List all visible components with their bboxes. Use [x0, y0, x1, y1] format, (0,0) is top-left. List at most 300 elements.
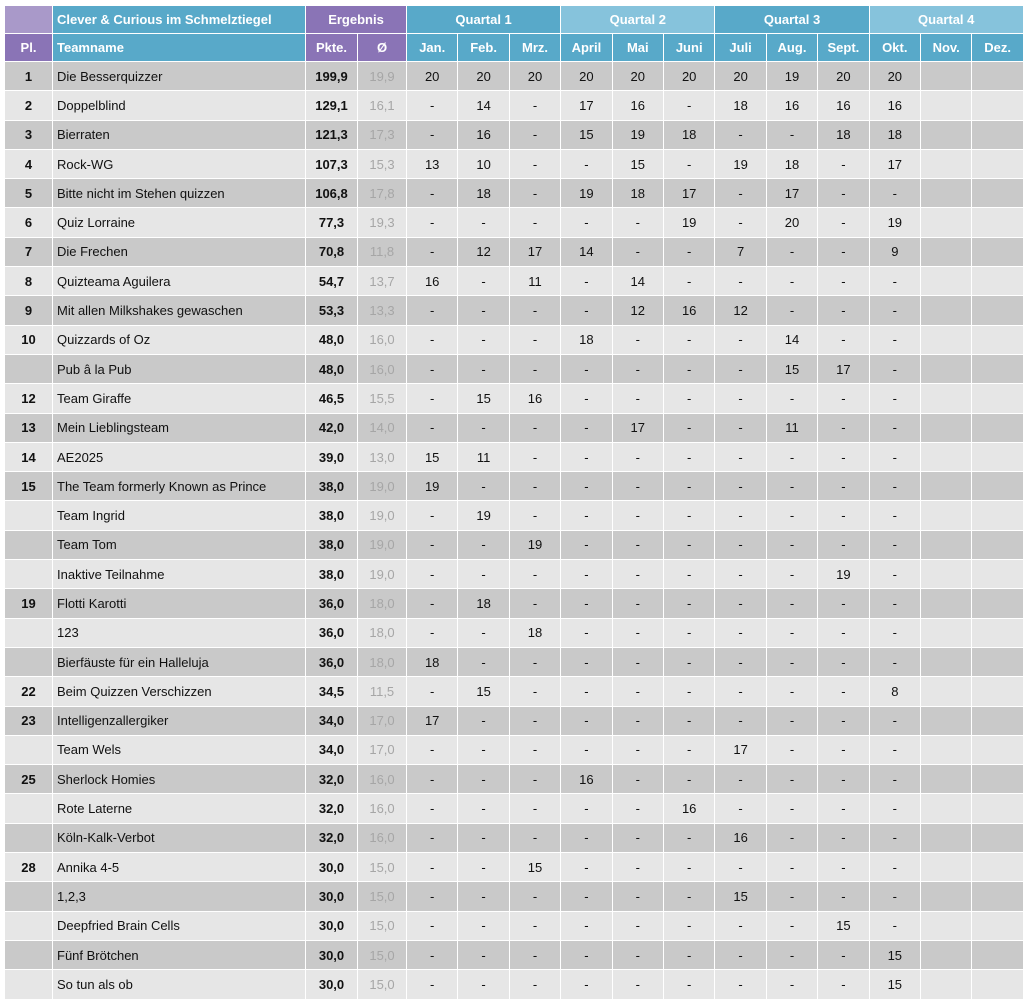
- cell-month-score: -: [561, 970, 612, 999]
- cell-month-score: -: [715, 384, 766, 413]
- cell-month-score: -: [715, 560, 766, 589]
- cell-month-score: [972, 823, 1023, 852]
- cell-month-score: -: [766, 120, 817, 149]
- cell-average: 19,3: [358, 208, 407, 237]
- cell-month-score: [921, 208, 972, 237]
- cell-month-score: 18: [458, 179, 509, 208]
- cell-month-score: -: [458, 208, 509, 237]
- cell-month-score: -: [407, 677, 458, 706]
- cell-average: 18,0: [358, 647, 407, 676]
- cell-month-score: -: [561, 267, 612, 296]
- cell-month-score: -: [715, 354, 766, 383]
- cell-month-score: 18: [818, 120, 869, 149]
- cell-points: 32,0: [306, 794, 358, 823]
- cell-month-score: [972, 62, 1023, 91]
- cell-month-score: -: [766, 472, 817, 501]
- cell-teamname: Sherlock Homies: [53, 765, 306, 794]
- cell-month-score: [921, 911, 972, 940]
- cell-place: 13: [5, 413, 53, 442]
- cell-average: 15,0: [358, 882, 407, 911]
- cell-place: [5, 882, 53, 911]
- cell-month-score: -: [766, 794, 817, 823]
- cell-month-score: -: [869, 589, 920, 618]
- cell-month-score: -: [561, 706, 612, 735]
- cell-month-score: -: [561, 208, 612, 237]
- cell-month-score: 10: [458, 149, 509, 178]
- header-month-nov: Nov.: [921, 34, 972, 62]
- table-row: [5, 91, 1024, 120]
- cell-month-score: -: [663, 442, 714, 471]
- cell-points: 32,0: [306, 765, 358, 794]
- cell-month-score: -: [561, 413, 612, 442]
- cell-teamname: Team Ingrid: [53, 501, 306, 530]
- cell-month-score: -: [818, 735, 869, 764]
- header-row-groups: [5, 6, 1024, 34]
- cell-average: 16,0: [358, 794, 407, 823]
- cell-month-score: -: [509, 940, 560, 969]
- cell-month-score: -: [561, 677, 612, 706]
- cell-month-score: -: [407, 911, 458, 940]
- cell-teamname: AE2025: [53, 442, 306, 471]
- cell-month-score: 15: [458, 384, 509, 413]
- cell-points: 32,0: [306, 823, 358, 852]
- cell-month-score: -: [612, 911, 663, 940]
- cell-month-score: -: [663, 882, 714, 911]
- cell-month-score: -: [869, 413, 920, 442]
- cell-month-score: -: [818, 794, 869, 823]
- table-row: [5, 794, 1024, 823]
- cell-month-score: 17: [663, 179, 714, 208]
- table-row: [5, 208, 1024, 237]
- cell-place: [5, 823, 53, 852]
- cell-teamname: Annika 4-5: [53, 853, 306, 882]
- cell-month-score: -: [715, 911, 766, 940]
- cell-month-score: [972, 91, 1023, 120]
- cell-month-score: -: [561, 794, 612, 823]
- cell-month-score: 19: [869, 208, 920, 237]
- cell-month-score: -: [407, 179, 458, 208]
- cell-month-score: 13: [407, 149, 458, 178]
- cell-month-score: -: [407, 120, 458, 149]
- cell-month-score: -: [561, 442, 612, 471]
- cell-average: 15,0: [358, 970, 407, 999]
- cell-month-score: -: [715, 677, 766, 706]
- cell-points: 30,0: [306, 970, 358, 999]
- cell-month-score: 19: [663, 208, 714, 237]
- cell-month-score: -: [458, 706, 509, 735]
- cell-teamname: Die Besserquizzer: [53, 62, 306, 91]
- cell-month-score: 15: [869, 970, 920, 999]
- cell-month-score: 16: [715, 823, 766, 852]
- cell-month-score: -: [612, 735, 663, 764]
- cell-month-score: -: [715, 179, 766, 208]
- cell-average: 16,0: [358, 325, 407, 354]
- cell-teamname: Fünf Brötchen: [53, 940, 306, 969]
- cell-month-score: -: [561, 560, 612, 589]
- cell-month-score: -: [663, 677, 714, 706]
- cell-teamname: Doppelblind: [53, 91, 306, 120]
- cell-month-score: 11: [458, 442, 509, 471]
- standings-sheet: [4, 5, 1024, 1000]
- cell-month-score: 15: [766, 354, 817, 383]
- table-row: [5, 911, 1024, 940]
- cell-month-score: [921, 62, 972, 91]
- table-row: [5, 677, 1024, 706]
- cell-month-score: [972, 501, 1023, 530]
- cell-month-score: -: [766, 882, 817, 911]
- cell-month-score: 17: [818, 354, 869, 383]
- cell-points: 129,1: [306, 91, 358, 120]
- cell-month-score: -: [561, 823, 612, 852]
- cell-month-score: -: [407, 384, 458, 413]
- cell-month-score: -: [869, 882, 920, 911]
- cell-month-score: -: [869, 560, 920, 589]
- cell-month-score: -: [561, 853, 612, 882]
- cell-month-score: -: [818, 325, 869, 354]
- cell-teamname: Flotti Karotti: [53, 589, 306, 618]
- cell-month-score: -: [458, 472, 509, 501]
- cell-month-score: -: [766, 384, 817, 413]
- cell-month-score: -: [663, 325, 714, 354]
- cell-average: 16,0: [358, 354, 407, 383]
- cell-month-score: -: [818, 853, 869, 882]
- cell-month-score: 12: [458, 237, 509, 266]
- cell-month-score: -: [818, 472, 869, 501]
- cell-points: 30,0: [306, 940, 358, 969]
- cell-month-score: 14: [561, 237, 612, 266]
- cell-month-score: -: [458, 794, 509, 823]
- header-month-sept: Sept.: [818, 34, 869, 62]
- header-month-mai: Mai: [612, 34, 663, 62]
- cell-month-score: -: [509, 677, 560, 706]
- cell-month-score: -: [612, 501, 663, 530]
- cell-month-score: -: [663, 765, 714, 794]
- cell-month-score: 20: [818, 62, 869, 91]
- cell-month-score: -: [509, 472, 560, 501]
- cell-month-score: -: [509, 354, 560, 383]
- cell-month-score: -: [663, 560, 714, 589]
- cell-month-score: -: [715, 501, 766, 530]
- cell-month-score: 18: [458, 589, 509, 618]
- cell-month-score: -: [407, 940, 458, 969]
- cell-month-score: -: [458, 735, 509, 764]
- table-row: [5, 237, 1024, 266]
- cell-month-score: -: [509, 442, 560, 471]
- cell-average: 19,0: [358, 501, 407, 530]
- cell-points: 38,0: [306, 560, 358, 589]
- cell-month-score: -: [663, 647, 714, 676]
- cell-month-score: -: [612, 706, 663, 735]
- cell-teamname: Inaktive Teilnahme: [53, 560, 306, 589]
- cell-month-score: 16: [663, 794, 714, 823]
- cell-average: 13,3: [358, 296, 407, 325]
- header-month-juni: Juni: [663, 34, 714, 62]
- cell-month-score: -: [509, 413, 560, 442]
- cell-month-score: 17: [612, 413, 663, 442]
- header-row-columns: [5, 34, 1024, 62]
- table-row: [5, 296, 1024, 325]
- header-place: Pl.: [5, 34, 53, 62]
- cell-month-score: -: [458, 882, 509, 911]
- cell-month-score: -: [663, 735, 714, 764]
- cell-month-score: [921, 794, 972, 823]
- cell-teamname: Quiz Lorraine: [53, 208, 306, 237]
- table-row: [5, 179, 1024, 208]
- cell-place: 9: [5, 296, 53, 325]
- cell-month-score: -: [458, 354, 509, 383]
- cell-points: 53,3: [306, 296, 358, 325]
- cell-teamname: Quizteama Aguilera: [53, 267, 306, 296]
- cell-month-score: -: [818, 706, 869, 735]
- cell-month-score: [921, 589, 972, 618]
- cell-month-score: -: [407, 970, 458, 999]
- cell-month-score: -: [766, 501, 817, 530]
- cell-month-score: [972, 647, 1023, 676]
- cell-month-score: -: [869, 706, 920, 735]
- cell-points: 36,0: [306, 589, 358, 618]
- cell-month-score: -: [612, 823, 663, 852]
- cell-average: 13,7: [358, 267, 407, 296]
- cell-month-score: 18: [766, 149, 817, 178]
- cell-month-score: -: [818, 208, 869, 237]
- cell-average: 13,0: [358, 442, 407, 471]
- cell-month-score: -: [458, 530, 509, 559]
- cell-month-score: -: [612, 970, 663, 999]
- cell-month-score: -: [612, 677, 663, 706]
- cell-month-score: [972, 120, 1023, 149]
- cell-place: 7: [5, 237, 53, 266]
- table-row: [5, 706, 1024, 735]
- cell-month-score: -: [818, 882, 869, 911]
- cell-points: 46,5: [306, 384, 358, 413]
- cell-month-score: -: [715, 647, 766, 676]
- cell-place: [5, 940, 53, 969]
- cell-month-score: -: [715, 589, 766, 618]
- table-row: [5, 618, 1024, 647]
- cell-month-score: -: [509, 882, 560, 911]
- cell-place: 4: [5, 149, 53, 178]
- cell-month-score: -: [818, 501, 869, 530]
- cell-month-score: -: [818, 237, 869, 266]
- cell-place: 2: [5, 91, 53, 120]
- cell-month-score: -: [407, 501, 458, 530]
- cell-average: 17,0: [358, 706, 407, 735]
- cell-month-score: -: [561, 501, 612, 530]
- cell-month-score: -: [509, 735, 560, 764]
- cell-teamname: Köln-Kalk-Verbot: [53, 823, 306, 852]
- cell-points: 30,0: [306, 882, 358, 911]
- header-blank-cell: [5, 6, 53, 34]
- cell-month-score: -: [561, 296, 612, 325]
- cell-teamname: 1,2,3: [53, 882, 306, 911]
- cell-month-score: -: [509, 149, 560, 178]
- table-row: [5, 413, 1024, 442]
- cell-month-score: 17: [509, 237, 560, 266]
- cell-place: 12: [5, 384, 53, 413]
- cell-month-score: 16: [612, 91, 663, 120]
- table-row: [5, 589, 1024, 618]
- cell-month-score: 14: [458, 91, 509, 120]
- cell-place: 3: [5, 120, 53, 149]
- cell-points: 70,8: [306, 237, 358, 266]
- cell-month-score: -: [818, 267, 869, 296]
- cell-points: 30,0: [306, 853, 358, 882]
- cell-month-score: 7: [715, 237, 766, 266]
- cell-month-score: -: [612, 384, 663, 413]
- table-row: [5, 442, 1024, 471]
- cell-month-score: -: [766, 970, 817, 999]
- cell-month-score: [972, 442, 1023, 471]
- table-title: Clever & Curious im Schmelztiegel: [53, 6, 306, 34]
- cell-month-score: [921, 618, 972, 647]
- cell-month-score: 19: [561, 179, 612, 208]
- cell-month-score: [921, 179, 972, 208]
- cell-month-score: -: [612, 354, 663, 383]
- cell-month-score: 19: [818, 560, 869, 589]
- cell-month-score: -: [458, 267, 509, 296]
- cell-points: 38,0: [306, 501, 358, 530]
- cell-month-score: [921, 677, 972, 706]
- cell-points: 36,0: [306, 647, 358, 676]
- cell-month-score: -: [612, 853, 663, 882]
- cell-month-score: -: [715, 765, 766, 794]
- cell-month-score: -: [407, 882, 458, 911]
- cell-average: 11,5: [358, 677, 407, 706]
- header-month-aug: Aug.: [766, 34, 817, 62]
- cell-month-score: -: [561, 647, 612, 676]
- cell-month-score: -: [715, 120, 766, 149]
- cell-month-score: -: [612, 618, 663, 647]
- table-row: [5, 325, 1024, 354]
- cell-month-score: -: [561, 911, 612, 940]
- header-points: Pkte.: [306, 34, 358, 62]
- cell-month-score: 16: [407, 267, 458, 296]
- cell-month-score: -: [869, 735, 920, 764]
- cell-month-score: -: [818, 618, 869, 647]
- cell-month-score: [972, 354, 1023, 383]
- cell-month-score: [972, 560, 1023, 589]
- cell-month-score: 17: [766, 179, 817, 208]
- cell-month-score: -: [869, 911, 920, 940]
- cell-month-score: -: [663, 501, 714, 530]
- cell-month-score: [972, 735, 1023, 764]
- cell-place: [5, 560, 53, 589]
- cell-teamname: Bitte nicht im Stehen quizzen: [53, 179, 306, 208]
- cell-month-score: -: [458, 325, 509, 354]
- cell-month-score: -: [663, 354, 714, 383]
- cell-month-score: -: [663, 472, 714, 501]
- cell-month-score: 17: [561, 91, 612, 120]
- cell-month-score: 11: [766, 413, 817, 442]
- cell-month-score: -: [663, 853, 714, 882]
- cell-month-score: 17: [407, 706, 458, 735]
- header-quartal-3: Quartal 3: [715, 6, 869, 34]
- cell-month-score: -: [407, 823, 458, 852]
- cell-month-score: -: [509, 179, 560, 208]
- cell-month-score: -: [509, 589, 560, 618]
- cell-teamname: Quizzards of Oz: [53, 325, 306, 354]
- cell-month-score: -: [663, 530, 714, 559]
- cell-month-score: -: [663, 384, 714, 413]
- cell-month-score: 15: [612, 149, 663, 178]
- cell-place: [5, 647, 53, 676]
- cell-month-score: -: [818, 296, 869, 325]
- cell-month-score: -: [458, 853, 509, 882]
- table-row: [5, 823, 1024, 852]
- cell-points: 30,0: [306, 911, 358, 940]
- cell-month-score: -: [766, 618, 817, 647]
- cell-month-score: -: [818, 823, 869, 852]
- table-row: [5, 853, 1024, 882]
- cell-month-score: -: [766, 823, 817, 852]
- cell-month-score: -: [407, 560, 458, 589]
- table-row: [5, 530, 1024, 559]
- cell-month-score: 11: [509, 267, 560, 296]
- cell-month-score: 15: [407, 442, 458, 471]
- cell-month-score: [921, 325, 972, 354]
- cell-place: [5, 354, 53, 383]
- cell-month-score: -: [509, 208, 560, 237]
- cell-average: 15,0: [358, 853, 407, 882]
- cell-month-score: -: [766, 267, 817, 296]
- cell-month-score: -: [407, 765, 458, 794]
- cell-month-score: -: [458, 296, 509, 325]
- cell-average: 17,3: [358, 120, 407, 149]
- cell-month-score: -: [407, 413, 458, 442]
- cell-month-score: [921, 970, 972, 999]
- cell-month-score: -: [561, 472, 612, 501]
- cell-month-score: 19: [509, 530, 560, 559]
- cell-month-score: -: [407, 794, 458, 823]
- cell-place: 14: [5, 442, 53, 471]
- cell-month-score: [921, 149, 972, 178]
- cell-month-score: [921, 472, 972, 501]
- cell-place: 6: [5, 208, 53, 237]
- cell-average: 16,0: [358, 765, 407, 794]
- cell-month-score: 9: [869, 237, 920, 266]
- cell-teamname: Rote Laterne: [53, 794, 306, 823]
- cell-month-score: -: [869, 647, 920, 676]
- header-quartal-4: Quartal 4: [869, 6, 1023, 34]
- cell-teamname: Die Frechen: [53, 237, 306, 266]
- cell-month-score: -: [869, 853, 920, 882]
- cell-points: 34,5: [306, 677, 358, 706]
- cell-month-score: -: [818, 647, 869, 676]
- cell-points: 106,8: [306, 179, 358, 208]
- cell-average: 19,0: [358, 472, 407, 501]
- cell-month-score: -: [869, 530, 920, 559]
- cell-month-score: -: [663, 911, 714, 940]
- cell-month-score: 18: [509, 618, 560, 647]
- cell-month-score: -: [715, 970, 766, 999]
- cell-month-score: -: [458, 970, 509, 999]
- cell-month-score: -: [561, 384, 612, 413]
- cell-month-score: -: [715, 472, 766, 501]
- cell-month-score: -: [407, 589, 458, 618]
- cell-month-score: 18: [869, 120, 920, 149]
- cell-place: 28: [5, 853, 53, 882]
- table-row: [5, 267, 1024, 296]
- cell-month-score: -: [818, 149, 869, 178]
- cell-place: [5, 530, 53, 559]
- cell-teamname: Bierfäuste für ein Halleluja: [53, 647, 306, 676]
- cell-teamname: Team Giraffe: [53, 384, 306, 413]
- cell-month-score: -: [663, 618, 714, 647]
- cell-month-score: -: [458, 940, 509, 969]
- cell-month-score: -: [407, 618, 458, 647]
- cell-month-score: -: [766, 442, 817, 471]
- header-quartal-2: Quartal 2: [561, 6, 715, 34]
